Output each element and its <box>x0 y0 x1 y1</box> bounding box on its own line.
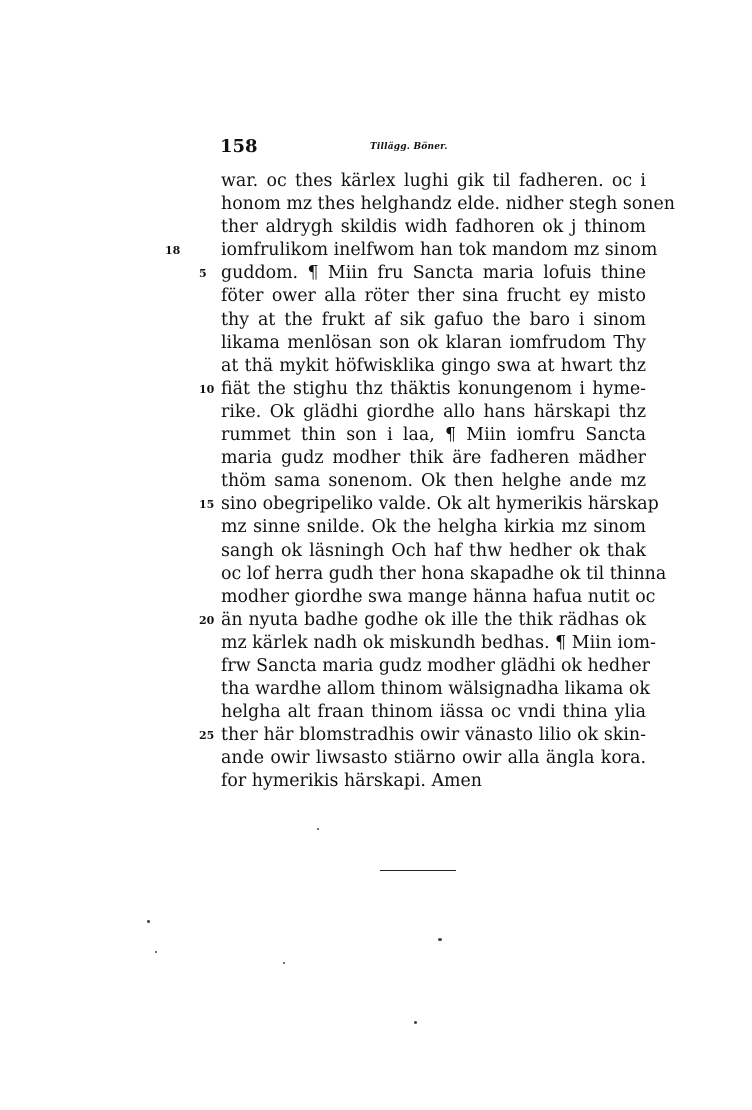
text-line: war. oc thes kärlex lughi gik til fadheren. oc i <box>221 171 646 191</box>
text-line: mz sinne snilde. Ok the helgha kirkia mz sinom <box>221 517 646 538</box>
text-line: sangh ok läsningh Och haf thw hedher ok thak <box>221 540 646 561</box>
text-line: 25 ther här blomstradhis owir vänasto lilio ok skin- <box>221 724 646 747</box>
text-line: 20 än nyuta badhe godhe ok ille the thik rädhas ok <box>221 609 646 632</box>
line-number: 5 <box>199 267 207 281</box>
text-line: at thä mykit höfwisklika gingo swa at hwart thz <box>221 355 646 376</box>
text-line: ande owir liwsasto stiärno owir alla ängla kora. <box>221 748 646 769</box>
text-line: ther aldrygh skildis widh fadhoren ok j thinom <box>221 217 646 238</box>
text-line: 10 fiät the stighu thz thäktis konungenom i hyme- <box>221 378 646 401</box>
text-line: maria gudz modher thik äre fadheren mädher <box>221 448 646 469</box>
ink-speck <box>317 828 319 830</box>
running-head: Tillägg. Böner. <box>370 142 448 152</box>
text-line: oc lof herra gudh ther hona skapadhe ok til thinna <box>221 563 667 584</box>
page-number: 158 <box>220 136 258 157</box>
ink-speck <box>155 951 157 953</box>
text-line: 18 iomfrulikom inelfwom han tok mandom mz sinom <box>221 239 646 262</box>
line-number: 15 <box>199 498 215 512</box>
text-line: 15 sino obegripeliko valde. Ok alt hymerikis härskap <box>221 493 646 516</box>
text-line: rike. Ok glädhi giordhe allo hans härskapi thz <box>221 401 646 422</box>
line-number: 10 <box>199 382 215 396</box>
end-rule <box>380 870 456 871</box>
line-number: 25 <box>199 729 215 743</box>
text-line: frw Sancta maria gudz modher glädhi ok hedher <box>221 655 650 676</box>
line-number: 18 <box>165 244 181 258</box>
text-line: 5 guddom. ¶ Miin fru Sancta maria lofuis thine <box>221 262 646 285</box>
text-line: modher giordhe swa mange hänna hafua nutit oc <box>221 586 656 607</box>
text-line: föter ower alla röter ther sina frucht ey misto <box>221 286 646 307</box>
text-line: honom mz thes helghandz elde. nidher stegh sonen <box>221 194 675 215</box>
text-line: likama menlösan son ok klaran iomfrudom Thy <box>221 332 646 353</box>
ink-speck <box>414 1021 417 1024</box>
ink-speck <box>438 938 442 941</box>
ink-speck <box>283 962 285 964</box>
text-line: for hymerikis härskapi. Amen <box>221 771 482 792</box>
text-line: rummet thin son i laa, ¶ Miin iomfru Sancta <box>221 425 646 446</box>
text-line: tha wardhe allom thinom wälsignadha likama ok <box>221 679 650 700</box>
text-line: thöm sama sonenom. Ok then helghe ande mz <box>221 471 646 492</box>
text-line: helgha alt fraan thinom iässa oc vndi thina ylia <box>221 702 646 723</box>
text-line: mz kärlek nadh ok miskundh bedhas. ¶ Miin iom- <box>221 632 656 653</box>
ink-speck <box>147 920 150 923</box>
main-text <box>165 170 675 794</box>
line-number: 20 <box>199 613 215 627</box>
text-line: thy at the frukt af sik gafuo the baro i sinom <box>221 309 646 330</box>
